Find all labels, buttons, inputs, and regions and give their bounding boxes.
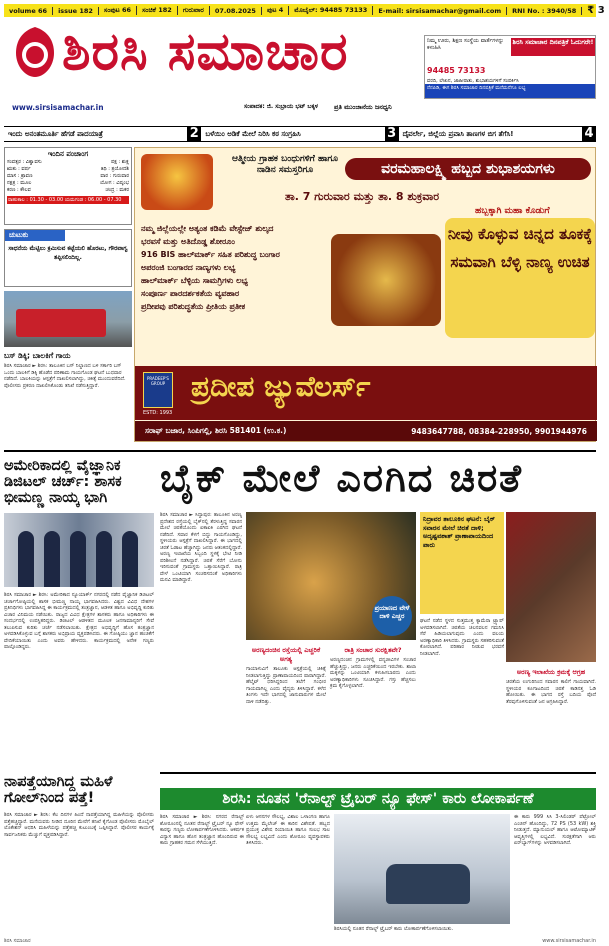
lead-column-3	[330, 644, 416, 768]
story1-text: ಶಿರಸಿ ಸಮಾಚಾರ ► ಶಿರಸಿ: ಅಮೇರಿಕಾದ ನ್ಯೂಯಾರ್ಕ್ ನಗರದಲ್ಲಿ ನಡೆದ ವೈಜ್ಞಾನಿಕ ಡಿಜಿಟಲ್ ಚರ್ಚಾಗೋಷ್ಠಿಯಲ್ಲಿ ಶಾಸಕ ಭೀಮಣ್ಣ ನಾಯ್ಕ ಭಾಗವಹಿಸಿದರು. ವಿಶ್ವದ ವಿವಿಧ ದೇಶಗಳ ಪ್ರತಿನಿಧಿಗಳು ಭಾಗವಹಿಸಿದ್ದ ಈ ಕಾರ್ಯಕ್ರಮದಲ್ಲಿ ತಂತ್ರಜ್ಞಾನ, ಆಡಳಿತ ಹಾಗೂ ಅಭಿವೃದ್ಧಿ ಕುರಿತು ವಿಚಾರ ವಿನಿಮಯ ನಡೆಯಿತು. ರಾಜ್ಯದ ವಿವಿಧ ಕ್ಷೇತ್ರಗಳ ಶಾಸಕರು ಹಾಗೂ ಅಧಿಕಾರಿಗಳು ಈ ಸಂದರ್ಭದಲ್ಲಿ ಉಪಸ್ಥಿತರಿದ್ದರು. ಡಿಜಿಟಲ್ ಆಡಳಿತದ ಮೂಲಕ ಜನಸಾಮಾನ್ಯರಿಗೆ ಸೇವೆ ತಲುಪಿಸುವ ಕುರಿತು ಚರ್ಚೆ ನಡೆಸಲಾಯಿತು. ಕ್ಷೇತ್ರದ ಅಭಿವೃದ್ಧಿಗೆ ಹೊಸ ತಂತ್ರಜ್ಞಾನ ಅಳವಡಿಸಿಕೊಳ್ಳುವ ಬಗ್ಗೆ ಶಾಸಕರು ಅಭಿಪ್ರಾಯ ವ್ಯಕ್ತಪಡಿಸಿದರು. ಈ ಗೋಷ್ಠಿಯು ಜ್ಞಾನ ಹಂಚಿಕೆಗೆ ವೇದಿಕೆಯಾಯಿತು ಎಂದು ಅವರು ಹೇಳಿದರು. ಕಾರ್ಯಕ್ರಮದಲ್ಲಿ ಅನೇಕ ಗಣ್ಯರು ಪಾಲ್ಗೊಂಡಿದ್ದರು.	[4, 592, 154, 650]
panchang-cell: ಯೋಗ : ವಿಷ್ಕಂಭ	[100, 180, 129, 186]
issue: issue 182	[53, 7, 99, 15]
volume: volume 66	[4, 7, 53, 15]
top-ad-left: ನಿಮ್ಮ ಊರು, ಶಿಕ್ಷಣ ಸಂಸ್ಥೆಯ ವಾರ್ತೆಗಳನ್ನು ಕಳುಹಿಸಿ	[427, 38, 504, 51]
panchang-cell: ನಕ್ಷತ್ರ : ಮೂಲ	[7, 180, 32, 186]
footer-right[interactable]: www.sirsisamachar.in	[542, 938, 596, 944]
person-shape	[122, 531, 138, 587]
story2-headline[interactable]: ನಾಪತ್ತೆಯಾಗಿದ್ದ ಮಹಿಳೆ ಗೋಲ್‌ನಿಂದ ಪತ್ತೆ!	[4, 774, 113, 806]
top-ad-blue: ನೆನಪಿಡಿ, ಈಗ ಶಿರಸಿ ಸಮಾಚಾರ ದಿನಪತ್ರಿಕೆ ಮನೆಮನೆಗೂ ಲಭ್ಯ	[425, 84, 595, 98]
ad-silver-offer: ನೀವು ಕೊಳ್ಳುವ ಚಿನ್ನದ ತೂಕಕ್ಕೆ ಸಮವಾಗಿ ಬೆಳ್ಳಿ ನಾಣ್ಯ ಉಚಿತ	[445, 218, 595, 338]
rahukala-bar: ರಾಹುಕಾಲ : 01.30 - 03.00 ಯಮಗಂಡ : 06.00 - 07.30	[7, 196, 129, 204]
ad-feature: ನಮ್ಮ ಜಿಲ್ಲೆಯಲ್ಲೇ ಅತ್ಯಂತ ಕಡಿಮೆ ವೇಸ್ಟೇಜ್ ಶುಲ್ಕದ ಭರವಸೆ ಮತ್ತು ಅತಿದೊಡ್ಡ ಶೋರೂಂ	[141, 224, 274, 246]
jewellery-image	[331, 234, 441, 326]
price: ₹ 3	[587, 5, 605, 16]
panchang-box	[4, 147, 132, 225]
car-headline[interactable]: ಶಿರಸಿ: ನೂತನ 'ರೆನಾಲ್ಟ್ ಟ್ರೈಬರ್ ನ್ಯೂ ಫೇಸ್' ಕಾರು ಲೋಕಾರ್ಪಣೆ	[160, 788, 596, 810]
ad-feature: ಸಂಪೂರ್ಣ ಪಾರದರ್ಶಕತೆಯ ವ್ಯವಹಾರ	[141, 289, 240, 298]
lead-badge: ಪ್ರಯಾಣದ ವೇಳೆ ದಾಳಿ ಎಚ್ಚರ	[372, 596, 412, 636]
car-shape	[386, 864, 470, 904]
lead-text-1: ಶಿರಸಿ ಸಮಾಚಾರ ► ಸಿದ್ದಾಪುರ: ತಾಲೂಕಿನ ಅರಣ್ಯ ಪ್ರದೇಶದ ರಸ್ತೆಯಲ್ಲಿ ಬೈಕ್‌ನಲ್ಲಿ ತೆರಳುತ್ತಿದ್ದ ಸವಾರನ ಮೇಲೆ ಚಿರತೆಯೊಂದು ಏಕಾಏಕಿ ಎರಗಿದ ಘಟನೆ ನಡೆದಿದೆ. ಸವಾರ ಕೆಳಗೆ ಬಿದ್ದು ಗಾಯಗೊಂಡಿದ್ದು, ಸ್ಥಳೀಯರು ಆಸ್ಪತ್ರೆಗೆ ದಾಖಲಿಸಿದ್ದಾರೆ. ಈ ಭಾಗದಲ್ಲಿ ಚಿರತೆ ಓಡಾಟ ಹೆಚ್ಚಾಗಿದ್ದು ಜನರು ಆತಂಕದಲ್ಲಿದ್ದಾರೆ. ಅರಣ್ಯ ಇಲಾಖೆಯ ಸಿಬ್ಬಂದಿ ಸ್ಥಳಕ್ಕೆ ಭೇಟಿ ನೀಡಿ ಪರಿಶೀಲನೆ ನಡೆಸಿದ್ದಾರೆ. ಚಿರತೆ ಸೆರೆಗೆ ಬೋನು ಇರಿಸುವಂತೆ ಗ್ರಾಮಸ್ಥರು ಒತ್ತಾಯಿಸಿದ್ದಾರೆ. ರಾತ್ರಿ ವೇಳೆ ಒಂಟಿಯಾಗಿ ಸಂಚರಿಸದಂತೆ ಅಧಿಕಾರಿಗಳು ಮನವಿ ಮಾಡಿದ್ದಾರೆ.	[160, 512, 242, 583]
teaser-page-number: 3	[385, 126, 399, 142]
car-text-2: ಏಳು ಆಸನಗಳ ಸೌಲಭ್ಯ, ವಿಶಾಲ ಒಳಾಂಗಣ ಹಾಗೂ ಉತ್ತಮ ಮೈಲೇಜ್ ಈ ಕಾರಿನ ವಿಶೇಷತೆ. ಹಬ್ಬದ ಪ್ರಯುಕ್ತ ವಿಶೇಷ ರಿಯಾಯಿತಿ ಹಾಗೂ ಸುಲಭ ಸಾಲ ಸೌಲಭ್ಯ ಲಭ್ಯವಿದೆ ಎಂದು ಶೋರೂಂ ವ್ಯವಸ್ಥಾಪಕರು ತಿಳಿಸಿದರು.	[246, 814, 330, 846]
bus-photo	[4, 291, 132, 347]
website-link[interactable]: www.sirsisamachar.in	[12, 103, 104, 112]
pages: ಪುಟ 4	[262, 6, 289, 15]
ad-features	[141, 222, 289, 313]
teaser-1[interactable]	[4, 126, 201, 142]
ad-feature: ಅಪರಂಜಿ ಬಂಗಾರದ ನಾಣ್ಯಗಳು ಲಭ್ಯ	[141, 263, 236, 272]
panchang-row	[7, 173, 129, 180]
ad-address-bar	[135, 421, 597, 441]
ad-festival-banner: ವರಮಹಾಲಕ್ಷ್ಮಿ ಹಬ್ಬದ ಶುಭಾಶಯಗಳು	[345, 158, 591, 180]
person-shape	[70, 531, 86, 587]
rni: RNI No. : 3940/58	[507, 7, 582, 15]
masthead	[4, 19, 596, 112]
lead-headline[interactable]: ಬೈಕ್ ಮೇಲೆ ಎರಗಿದ ಚಿರತೆ	[160, 456, 523, 500]
lead-column-2	[246, 644, 326, 768]
car-text-1: ಶಿರಸಿ ಸಮಾಚಾರ ► ಶಿರಸಿ: ನಗರದ ರೆನಾಲ್ಟ್ ಶೋರೂಂನಲ್ಲಿ ನೂತನ ರೆನಾಲ್ಟ್ ಟ್ರೈಬರ್ ನ್ಯೂ ಫೇಸ್ ಕಾರನ್ನು ಗಣ್ಯರು ಲೋಕಾರ್ಪಣೆಗೊಳಿಸಿದರು. ಆಕರ್ಷಕ ವಿನ್ಯಾಸ ಹಾಗೂ ಹೊಸ ತಂತ್ರಜ್ಞಾನ ಹೊಂದಿರುವ ಈ ಕಾರು ಗ್ರಾಹಕರ ಗಮನ ಸೆಳೆಯುತ್ತಿದೆ.	[160, 814, 244, 846]
story2-text: ಶಿರಸಿ ಸಮಾಚಾರ ► ಶಿರಸಿ: ಕೆಲ ದಿನಗಳ ಹಿಂದೆ ನಾಪತ್ತೆಯಾಗಿದ್ದ ಮಹಿಳೆಯನ್ನು ಪೊಲೀಸರು ಪತ್ತೆಹಚ್ಚಿದ್ದಾರೆ. ಮನೆಯವರು ನೀಡಿದ ದೂರಿನ ಮೇರೆಗೆ ತನಿಖೆ ಕೈಗೊಂಡ ಪೊಲೀಸರು ಮೊಬೈಲ್ ಲೊಕೇಶನ್ ಆಧರಿಸಿ ಮಹಿಳೆಯನ್ನು ಪತ್ತೆಹಚ್ಚಿ ಕುಟುಂಬಕ್ಕೆ ಒಪ್ಪಿಸಿದ್ದಾರೆ. ಪೊಲೀಸರ ಕಾರ್ಯಕ್ಕೆ ಸಾರ್ವಜನಿಕರು ಮೆಚ್ಚುಗೆ ವ್ಯಕ್ತಪಡಿಸಿದ್ದಾರೆ.	[4, 812, 154, 838]
person-shape	[18, 531, 34, 587]
teaser-page-number: 2	[187, 126, 201, 142]
section-rule	[4, 450, 596, 452]
car-photo	[334, 814, 510, 924]
leopard-photo	[246, 512, 416, 640]
injury-photo	[506, 512, 596, 662]
lead-side-info: ನಿದ್ರಾವರ ತಾಲೂಕಿನ ಘಟನೆ: ಬೈಕ್ ಸವಾರನ ಮೇಲೆ ಚಿರತೆ ದಾಳಿ; ಅದೃಷ್ಟವಶಾತ್ ಪ್ರಾಣಾಪಾಯದಿಂದ ಪಾರು	[420, 512, 504, 614]
ad-feature: ಹಾಲ್‌ಮಾರ್ಕ್ ಬೆಳ್ಳಿಯ ಸಾಮಗ್ರಿಗಳು ಲಭ್ಯ	[141, 276, 248, 285]
lead-text-3: ಅರಣ್ಯದಂಚಿನ ಗ್ರಾಮಗಳಲ್ಲಿ ವನ್ಯಜೀವಿಗಳ ಸಂಚಾರ ಹೆಚ್ಚುತ್ತಿದ್ದು, ಜನರು ಎಚ್ಚರಿಕೆಯಿಂದ ಇರಬೇಕು. ಶಾಲಾ ಮಕ್ಕಳನ್ನು ಒಂಟಿಯಾಗಿ ಕಳುಹಿಸಬಾರದು ಎಂದು ಅರಣ್ಯಾಧಿಕಾರಿಗಳು ಸೂಚಿಸಿದ್ದಾರೆ. ಗಸ್ತು ಹೆಚ್ಚಿಸಲು ಕ್ರಮ ಕೈಗೊಳ್ಳಲಾಗಿದೆ.	[330, 657, 416, 689]
panchang-row	[7, 187, 129, 194]
sanchike: ಸಂಚಿಕೆ 182	[137, 6, 178, 15]
panchang-row	[7, 159, 129, 166]
ad-feature: 916 BIS ಹಾಲ್‌ಮಾರ್ಕ್ ಸಹಿತ ಪರಿಶುದ್ಧ ಬಂಗಾರ	[141, 250, 280, 259]
panchang-cell: ಋತು : ವರ್ಷ	[7, 166, 31, 172]
section-rule	[160, 772, 596, 774]
footer-left: ಶಿರಸಿ ಸಮಾಚಾರ	[4, 938, 31, 944]
panchang-title: ಇಂದಿನ ಪಂಚಾಂಗ	[47, 150, 89, 158]
top-ad	[424, 35, 596, 99]
lead-text-2: ಗಾಯಾಳುವಿಗೆ ತಾಲೂಕು ಆಸ್ಪತ್ರೆಯಲ್ಲಿ ಚಿಕಿತ್ಸೆ ನೀಡಲಾಗುತ್ತಿದ್ದು ಪ್ರಾಣಾಪಾಯದಿಂದ ಪಾರಾಗಿದ್ದಾರೆ. ಹೆಲ್ಮೆಟ್ ಧರಿಸಿದ್ದರಿಂದ ತಲೆಗೆ ಗಂಭೀರ ಗಾಯವಾಗಿಲ್ಲ ಎಂದು ವೈದ್ಯರು ತಿಳಿಸಿದ್ದಾರೆ. ಕಳೆದ ತಿಂಗಳು ಇದೇ ಭಾಗದಲ್ಲಿ ಜಾನುವಾರುಗಳ ಮೇಲೆ ದಾಳಿ ನಡೆದಿತ್ತು.	[246, 666, 326, 705]
story1-photo	[4, 513, 154, 587]
panchang-cell: ಚಂದ್ರ : ಮಕರ	[105, 187, 129, 193]
story1-headline[interactable]: ಅಮೇರಿಕಾದಲ್ಲಿ ವೈಜ್ಞಾನಿಕ ಡಿಜಿಟಲ್ ಚರ್ಚ್: ಶಾಸಕ ಭೀಮಣ್ಣ ನಾಯ್ಕ ಭಾಗಿ	[4, 458, 122, 506]
panchang-cell: ಪಕ್ಷ : ಶುಕ್ಲ	[111, 159, 129, 165]
lead-column-5	[506, 666, 596, 768]
lead-text-5: ಚಿರತೆಯ ಉಗುರಿನಿಂದ ಸವಾರನ ಕಾಲಿಗೆ ಗಾಯವಾಗಿದೆ. ಸ್ಥಳೀಯರ ಕೂಗಾಟದಿಂದ ಚಿರತೆ ಕಾಡಿನತ್ತ ಓಡಿ ಹೋಯಿತು. ಈ ಭಾಗದ ರಸ್ತೆ ಬದಿಯ ಪೊದೆ ತೆರವುಗೊಳಿಸುವಂತೆ ಜನ ಆಗ್ರಹಿಸಿದ್ದಾರೆ.	[506, 679, 596, 705]
top-ad-phone: 94485 73133	[427, 66, 486, 75]
car-text-3: ಈ ಕಾರು 999 ಸಿಸಿ 3-ಸಿಲಿಂಡರ್ ಪೆಟ್ರೋಲ್ ಎಂಜಿನ್ ಹೊಂದಿದ್ದು, 72 PS (53 kW) ಶಕ್ತಿ ನೀಡುತ್ತದೆ. ಮ್ಯಾನುಯಲ್ ಹಾಗೂ ಆಟೋಮ್ಯಾಟಿಕ್ ಆವೃತ್ತಿಗಳಲ್ಲಿ ಲಭ್ಯವಿದೆ. ಸುರಕ್ಷತೆಗಾಗಿ ಆರು ಏರ್‌ಬ್ಯಾಗ್‌ಗಳನ್ನು ಅಳವಡಿಸಲಾಗಿದೆ.	[514, 814, 596, 846]
panchang-cell: ವಾರ : ಗುರುವಾರ	[100, 173, 129, 179]
chuttu-heading: ಚುಟುಕು	[5, 230, 65, 241]
panchang-row	[7, 166, 129, 173]
teaser-bar	[4, 126, 596, 142]
panchang-row	[7, 180, 129, 187]
chuttu-box	[4, 229, 132, 287]
lead-subhead: ಅರಣ್ಯದಂಚಿನ ರಸ್ತೆಯಲ್ಲಿ ಎಚ್ಚರಿಕೆ ಅಗತ್ಯ	[251, 646, 321, 663]
bus-shape	[16, 309, 106, 337]
ad-greeting: ಆತ್ಮೀಯ ಗ್ರಾಹಕ ಬಂಧುಗಳಿಗೆ ಹಾಗೂ ನಾಡಿನ ಸಮಸ್ತರಿಗೂ	[231, 154, 339, 175]
day: ಗುರುವಾರ	[178, 6, 210, 15]
teaser-text: ದೈವರ್ಲೇ, ಜಿಲ್ಲೆಯ ಪ್ರವಾಸಿ ತಾಣಗಳ ಬಿಗ ತೆಗೆಸಿ!	[402, 129, 514, 138]
lead-subhead: ಅರಣ್ಯ ಇಲಾಖೆಯ ಕ್ರಮಕ್ಕೆ ಆಗ್ರಹ	[516, 668, 586, 676]
panchang-cell: ಕರಣ : ಕೌಲವ	[7, 187, 31, 193]
teaser-2[interactable]	[201, 126, 398, 142]
goddess-image	[141, 154, 213, 210]
pradeep-logo: PRADEEP'S GROUP	[143, 372, 173, 408]
teaser-text: ಇಂದು ಅನಂತಮೂರ್ತಿ ಹೆಗಡೆ ಪಾದಯಾತ್ರೆ	[8, 129, 103, 138]
ad-address: ಸರಾಫ್ ಬಜಾರ, ಸಿಂಪಿಗಲ್ಲಿ, ಶಿರಸಿ 581401 (ಉ.ಕ.)	[145, 426, 287, 435]
left-column	[4, 147, 132, 442]
teaser-page-number: 4	[582, 126, 596, 142]
jewellery-advertisement	[134, 147, 596, 442]
header-strip	[4, 4, 605, 17]
panchang-cell: ತಿಥಿ : ತ್ರಯೋದಶಿ	[100, 166, 129, 172]
editor-line: ಸಂಪಾದಕ: ಜಿ. ಸುಬ್ರಾಯ ಭಟ್ ಬಕ್ಕಳ	[244, 103, 319, 110]
logo-emblem-icon	[12, 25, 58, 79]
top-ad-right: ಶಿರಸಿ ಸಮಾಚಾರ ದಿನಪತ್ರಿಕೆ ಓದುಗರೇ!	[511, 38, 595, 56]
email: E-mail: sirsisamachar@gmail.com	[373, 7, 507, 15]
teaser-3[interactable]	[399, 126, 596, 142]
ad-dates: ತಾ. 7 ಗುರುವಾರ ಮತ್ತು ತಾ. 8 ಶುಕ್ರವಾರ	[285, 190, 440, 203]
ad-feature: ಪ್ರದೀಪವು ಪರಿಶುದ್ಧತೆಯ ಪ್ರೀತಿಯ ಪ್ರತೀಕ	[141, 302, 246, 311]
ad-phones: 9483647788, 08384-228950, 9901944976	[411, 426, 587, 436]
person-shape	[96, 531, 112, 587]
chuttu-body: ಸಾಧನೆಯ ಮೆಟ್ಟಿಲು ಕ್ರಮಿಸುವ ಕಟ್ಟೆಯಲಿ ಹೊರಟು, ಗೌರವಾಗ್ವ ತಪ್ಪಿಸಲಿಂದಿಲ್ಲ.	[8, 245, 128, 261]
panchang-cell: ಸಂವತ್ಸರ : ವಿಶ್ವಾವಸು	[7, 159, 42, 165]
sampute: ಸಂಪುಟ 66	[99, 6, 137, 15]
ad-brand-name: ಪ್ರದೀಪ ಜ್ಯುವೆಲರ್ಸ್	[191, 370, 371, 403]
mobile: ಮೊಬೈಲ್: 94485 73133	[289, 6, 373, 15]
top-ad-body: ವರದಿ, ಲೇಖನ, ಜಾಹೀರಾತು, ಶುಭಾಶಯಗಳಿಗೆ ಸಂಪರ್ಕಿಸಿ	[427, 78, 519, 84]
teaser-text: ಬಳೆಯಿಂ ಅಡಿಕೆ ಮೇಲೆ ನಿರಿಸಿ ಕಠ ಸಂಗ್ರಹಿಸಿ	[205, 129, 301, 138]
ad-brand-bar	[135, 366, 597, 420]
date: 07.08.2025	[210, 7, 262, 15]
lead-subhead: ರಾತ್ರಿ ಸಂಚಾರ ಸುರಕ್ಷಿತವೇ?	[344, 646, 402, 654]
panchang-cell: ಮಾಸ : ಶ್ರಾವಣ	[7, 173, 33, 179]
bus-headline[interactable]: ಬಸ್ ಡಿಕ್ಕಿ; ಬಾಲಕಿಗೆ ಗಾಯ	[4, 351, 71, 360]
ad-established: ESTD: 1993	[143, 410, 173, 416]
footer	[4, 938, 596, 946]
ad-offer: ಹಬ್ಬಕ್ಕಾಗಿ ಮಹಾ ಕೊಡುಗೆ	[475, 206, 550, 216]
car-caption: ಶಿರಸಿಯಲ್ಲಿ ನೂತನ ರೆನಾಲ್ಟ್ ಟ್ರೈಬರ್ ಕಾರು ಲೋಕಾರ್ಪಣೆಗೊಳಿಸಲಾಯಿತು.	[334, 926, 454, 932]
person-shape	[44, 531, 60, 587]
tagline: ಪ್ರತಿ ಮುಂಜಾನೆಯ ಜನಧ್ವನಿ	[334, 103, 392, 111]
lead-text-4: ಘಟನೆ ನಡೆದ ಸ್ಥಳದ ಸುತ್ತಮುತ್ತ ಕ್ಯಾಮೆರಾ ಟ್ರ್ಯಾಪ್ ಅಳವಡಿಸಲಾಗಿದೆ. ಚಿರತೆಯ ಚಲನವಲನ ಗಮನಿಸಿ ಸೆರೆ ಹಿಡಿಯಲಾಗುವುದು ಎಂದು ವಲಯ ಅರಣ್ಯಾಧಿಕಾರಿ ತಿಳಿಸಿದರು. ಗ್ರಾಮಸ್ಥರು ಸಹಕರಿಸುವಂತೆ ಕೋರಲಾಗಿದೆ. ಪರಿಹಾರ ನೀಡುವ ಭರವಸೆ ನೀಡಲಾಗಿದೆ.	[420, 618, 504, 657]
bus-text: ಶಿರಸಿ ಸಮಾಚಾರ ► ಶಿರಸಿ: ತಾಲೂಕಿನ ಬಸ್ ನಿಲ್ದಾಣದ ಬಳಿ ಸರ್ಕಾರಿ ಬಸ್ ಒಂದು ಬಾಲಕಿಗೆ ಡಿಕ್ಕಿ ಹೊಡೆದ ಪರಿಣಾಮ ಗಾಯಗೊಂಡ ಘಟನೆ ಬುಧವಾರ ನಡೆದಿದೆ. ಬಾಲಕಿಯನ್ನು ಆಸ್ಪತ್ರೆಗೆ ದಾಖಲಿಸಲಾಗಿದ್ದು, ಚಿಕಿತ್ಸೆ ಮುಂದುವರೆದಿದೆ. ಪೊಲೀಸರು ಪ್ರಕರಣ ದಾಖಲಿಸಿಕೊಂಡು ತನಿಖೆ ನಡೆಸುತ್ತಿದ್ದಾರೆ.	[4, 363, 126, 389]
newspaper-title: ಶಿರಸಿ ಸಮಾಚಾರ	[62, 21, 349, 82]
